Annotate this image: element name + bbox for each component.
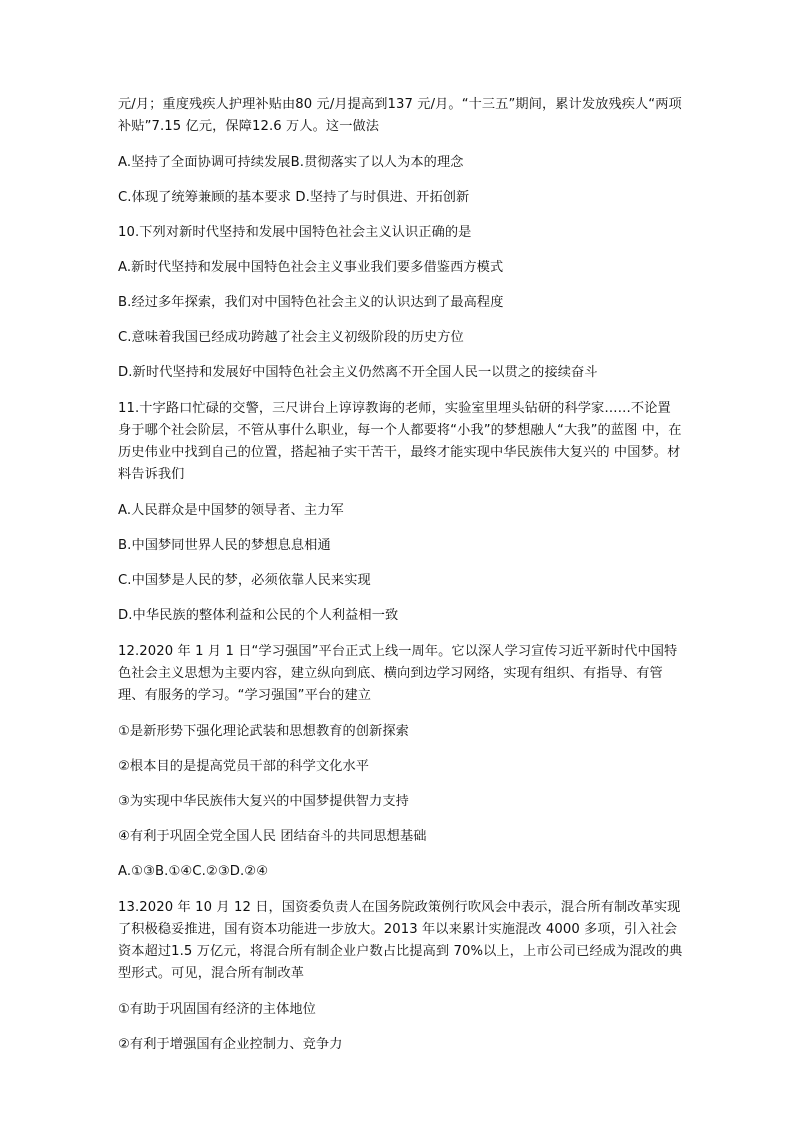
q11-option-a: A.人民群众是中国梦的领导者、主力军: [118, 503, 344, 518]
q11-option-b: B.中国梦同世界人民的梦想息息相通: [118, 538, 331, 553]
q9-options-a-b: A.坚持了全面协调可持续发展B.贯彻落实了以人为本的理念: [118, 155, 464, 170]
q12-statement-1: ①是新形势下强化理论武装和思想教育的创新探索: [118, 724, 409, 739]
q11-option-d: D.中华民族的整体利益和公民的个人利益相一致: [118, 608, 399, 623]
q10-option-c: C.意味着我国已经成功跨越了社会主义初级阶段的历史方位: [118, 330, 464, 345]
question-11-stem: 11.十字路口忙碌的交警，三尺讲台上谆谆教诲的老师，实验室里埋头钻研的科学家……不论置 身于哪个社会阶层，不管从事什么职业，每一个人都要将“小我”的梦想融人“大我”的蓝图 中，在历史伟业中找到自己的位置，搭起袖子实干苦干，最终才能实现中华民族伟大复兴的 中国梦。材料告诉我们: [118, 401, 682, 482]
q13-statement-2: ②有利于增强国有企业控制力、竞争力: [118, 1037, 343, 1052]
q10-option-d: D.新时代坚持和发展好中国特色社会主义仍然离不开全国人民一以贯之的接续奋斗: [118, 365, 598, 380]
q10-option-b: B.经过多年探索，我们对中国特色社会主义的认识达到了最高程度: [118, 295, 504, 310]
q12-statement-3: ③为实现中华民族伟大复兴的中国梦提供智力支持: [118, 794, 409, 809]
document-page: [118, 94, 683, 1070]
q9-options-c-d: C.体现了统筹兼顾的基本要求 D.坚持了与时俱进、开拓创新: [118, 190, 470, 205]
q13-statement-1: ①有助于巩固国有经济的主体地位: [118, 1002, 316, 1017]
q10-option-a: A.新时代坚持和发展中国特色社会主义事业我们要多借鉴西方模式: [118, 260, 504, 275]
q12-statement-2: ②根本目的是提高党员干部的科学文化水平: [118, 759, 370, 774]
q12-statement-4: ④有利于巩固全党全国人民 团结奋斗的共同思想基础: [118, 829, 427, 844]
question-10-stem: 10.下列对新时代坚持和发展中国特色社会主义认识正确的是: [118, 225, 472, 240]
question-12-stem: 12.2020 年 1 月 1 日“学习强国”平台正式上线一周年。它以深人学习宣传习近平新时代中国特色社会主义思想为主要内容，建立纵向到底、横向到边学习网络，实现有组织、有指导、有管理、有服务的学习。“学习强国”平台的建立: [118, 644, 678, 703]
q11-option-c: C.中国梦是人民的梦，必须依靠人民来实现: [118, 573, 371, 588]
question-9-stem-continued: 元/月；重度残疾人护理补贴由80 元/月提高到137 元/月。“十三五”期间，累计发放残疾人“两项补贴”7.15 亿元，保障12.6 万人。这一做法: [118, 97, 682, 134]
q12-options: A.①③B.①④C.②③D.②④: [118, 864, 269, 879]
question-13-stem: 13.2020 年 10 月 12 日，国资委负责人在国务院政策例行吹风会中表示，混合所有制改革实现了积极稳妥推进，国有资本功能进一步放大。2013 年以来累计实施混改 4000 多项，引入社会资本超过1.5 万亿元，将混合所有制企业户数占比提高到 70%以上，上市公司已经成为混改的典型形式。可见，混合所有制改革: [118, 900, 683, 981]
